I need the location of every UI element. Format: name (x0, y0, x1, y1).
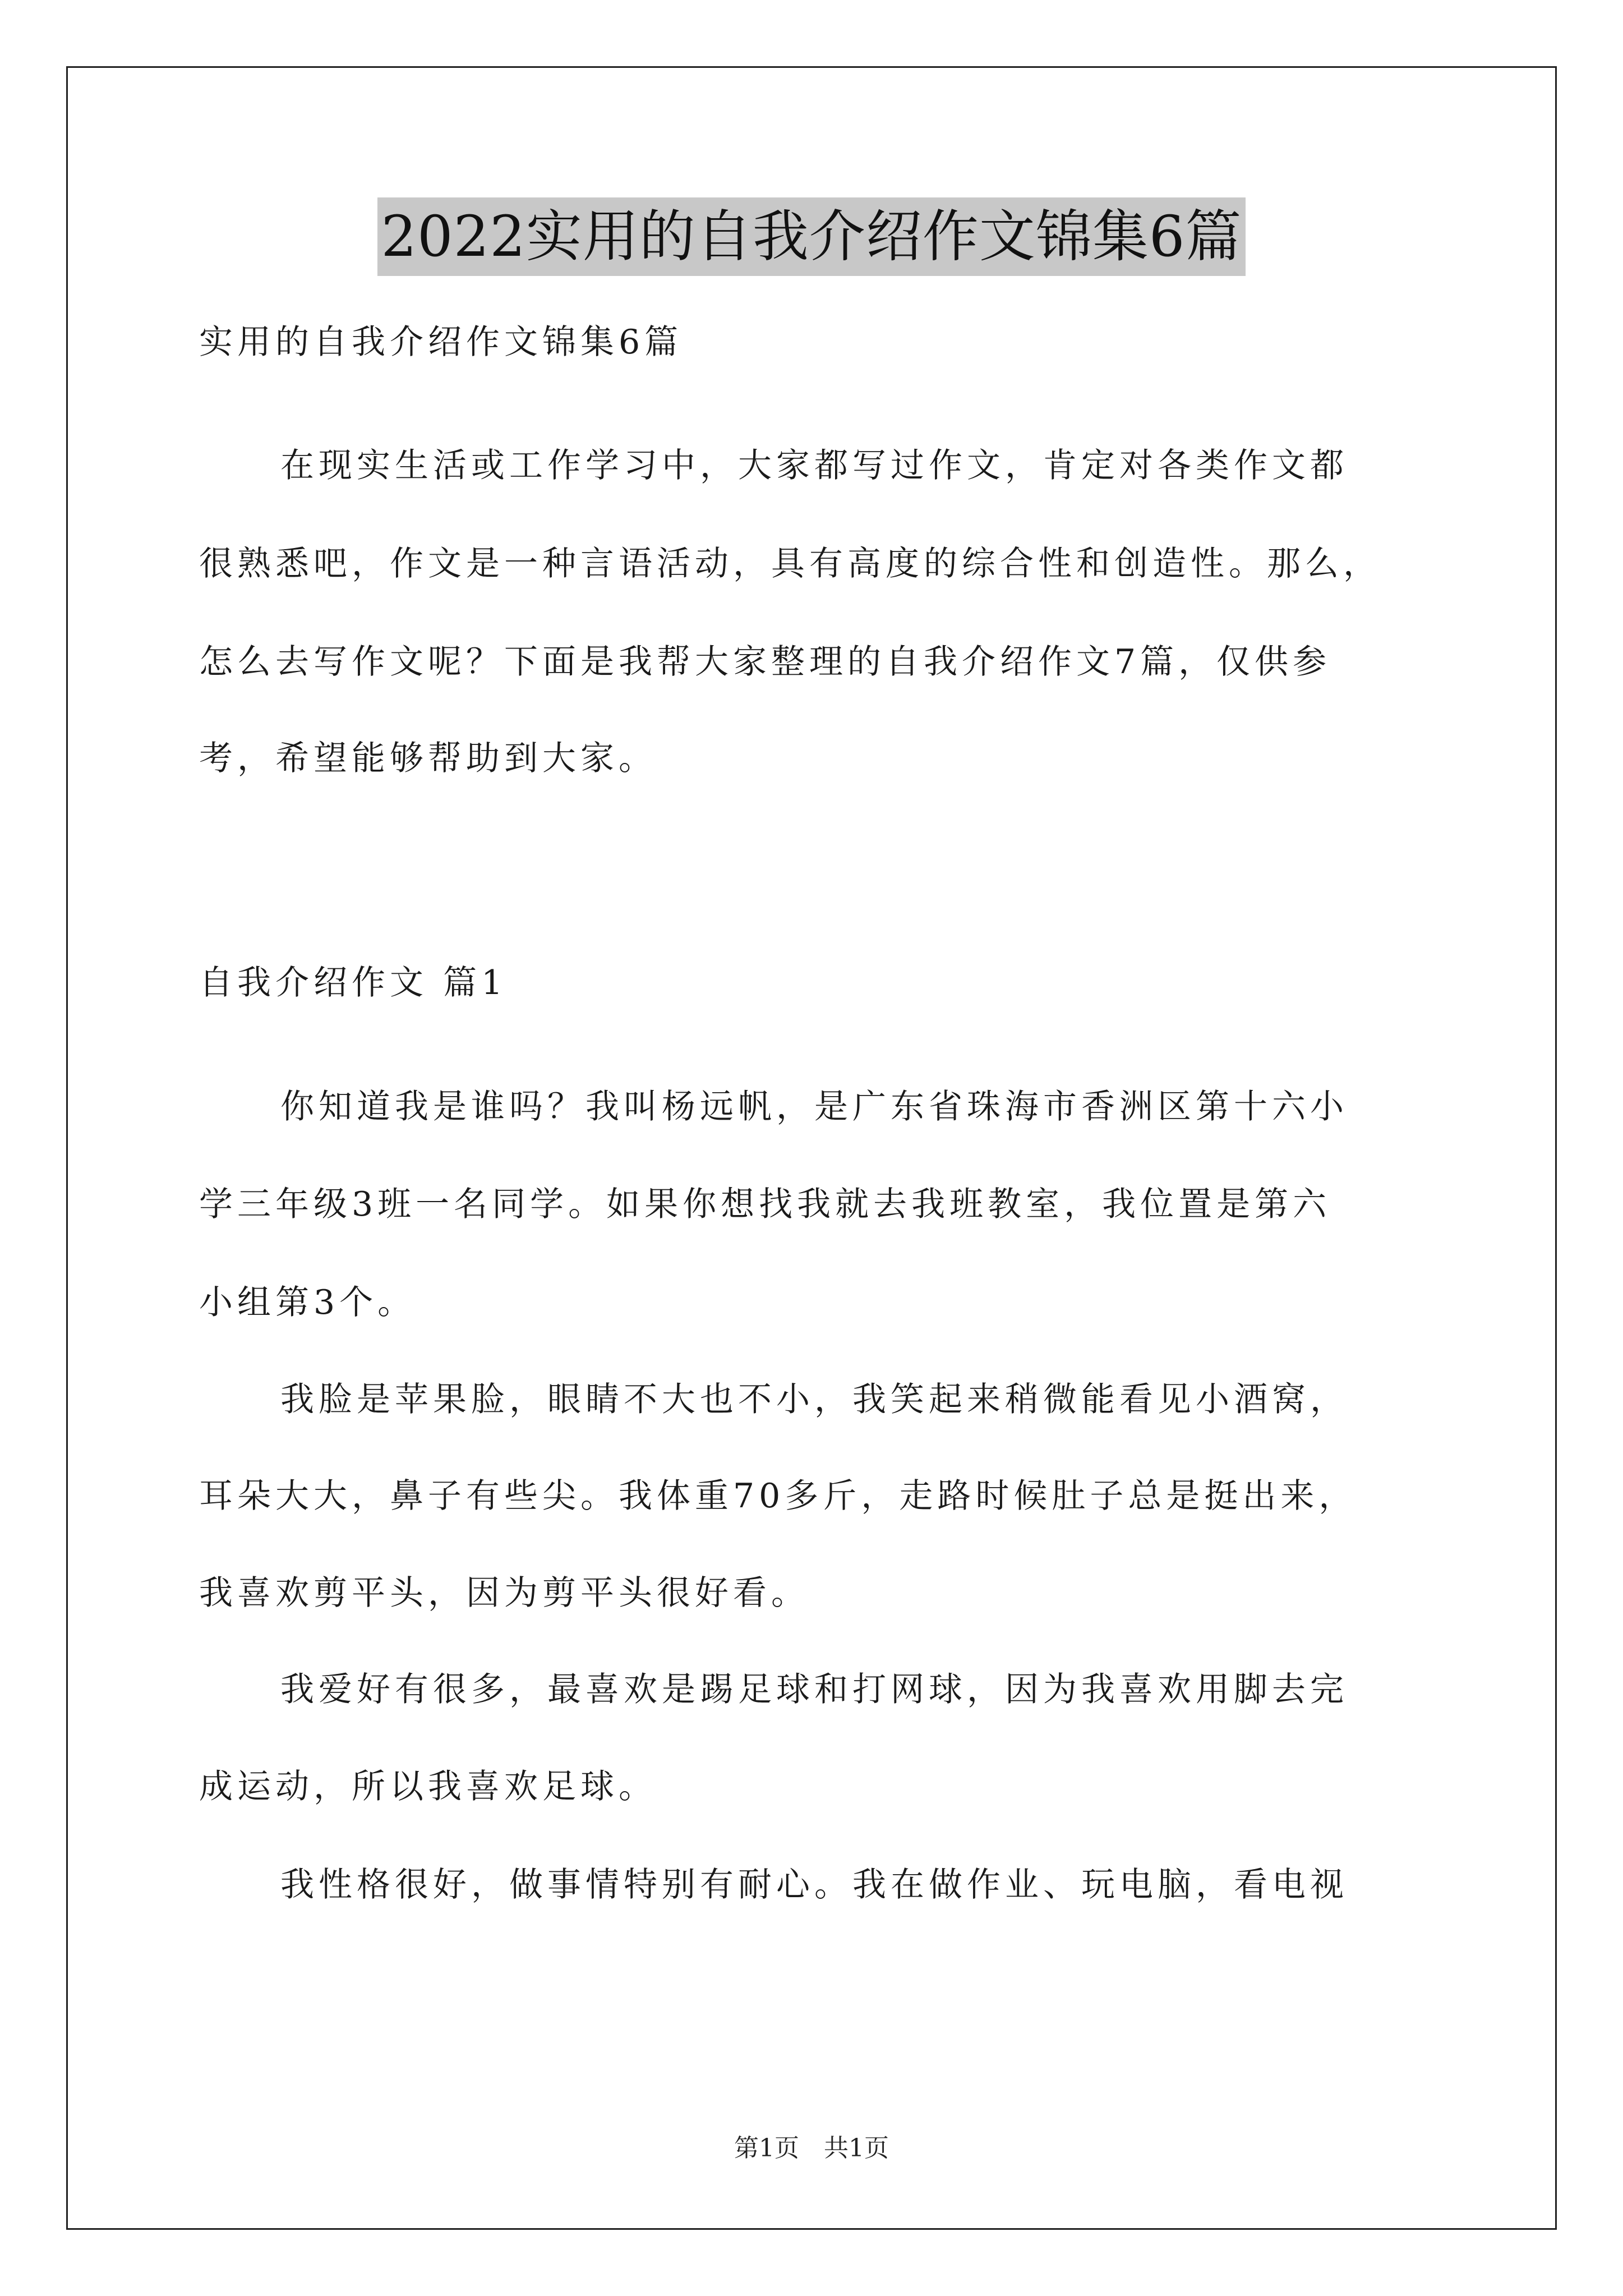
paragraph-line: 你知道我是谁吗？我叫杨远帆，是广东省珠海市香洲区第十六小 (280, 1087, 1348, 1126)
title-container (0, 197, 1623, 276)
document-title: 2022实用的自我介绍作文锦集6篇 (377, 197, 1245, 276)
paragraph-line: 小组第3个。 (199, 1283, 416, 1322)
paragraph-line: 学三年级3班一名同学。如果你想找我就去我班教室，我位置是第六 (199, 1185, 1331, 1224)
paragraph-line: 成运动，所以我喜欢足球。 (199, 1767, 657, 1806)
page-footer: 第1页 共1页 (734, 2134, 889, 2162)
document-subtitle: 实用的自我介绍作文锦集6篇 (199, 323, 683, 362)
paragraph-line: 我脸是苹果脸，眼睛不大也不小，我笑起来稍微能看见小酒窝， (280, 1380, 1348, 1419)
paragraph-line: 耳朵大大，鼻子有些尖。我体重70多斤，走路时候肚子总是挺出来， (199, 1476, 1357, 1516)
intro-line: 考，希望能够帮助到大家。 (199, 739, 657, 778)
paragraph-line: 我爱好有很多，最喜欢是踢足球和打网球，因为我喜欢用脚去完 (280, 1670, 1348, 1709)
intro-line: 怎么去写作文呢？下面是我帮大家整理的自我介绍作文7篇，仅供参 (199, 642, 1331, 682)
section-heading: 自我介绍作文 篇1 (199, 963, 508, 1002)
paragraph-line: 我喜欢剪平头，因为剪平头很好看。 (199, 1573, 809, 1613)
intro-line: 很熟悉吧，作文是一种言语活动，具有高度的综合性和创造性。那么， (199, 544, 1381, 583)
paragraph-line: 我性格很好，做事情特别有耐心。我在做作业、玩电脑，看电视 (280, 1865, 1348, 1904)
intro-line: 在现实生活或工作学习中，大家都写过作文，肯定对各类作文都 (280, 446, 1348, 485)
